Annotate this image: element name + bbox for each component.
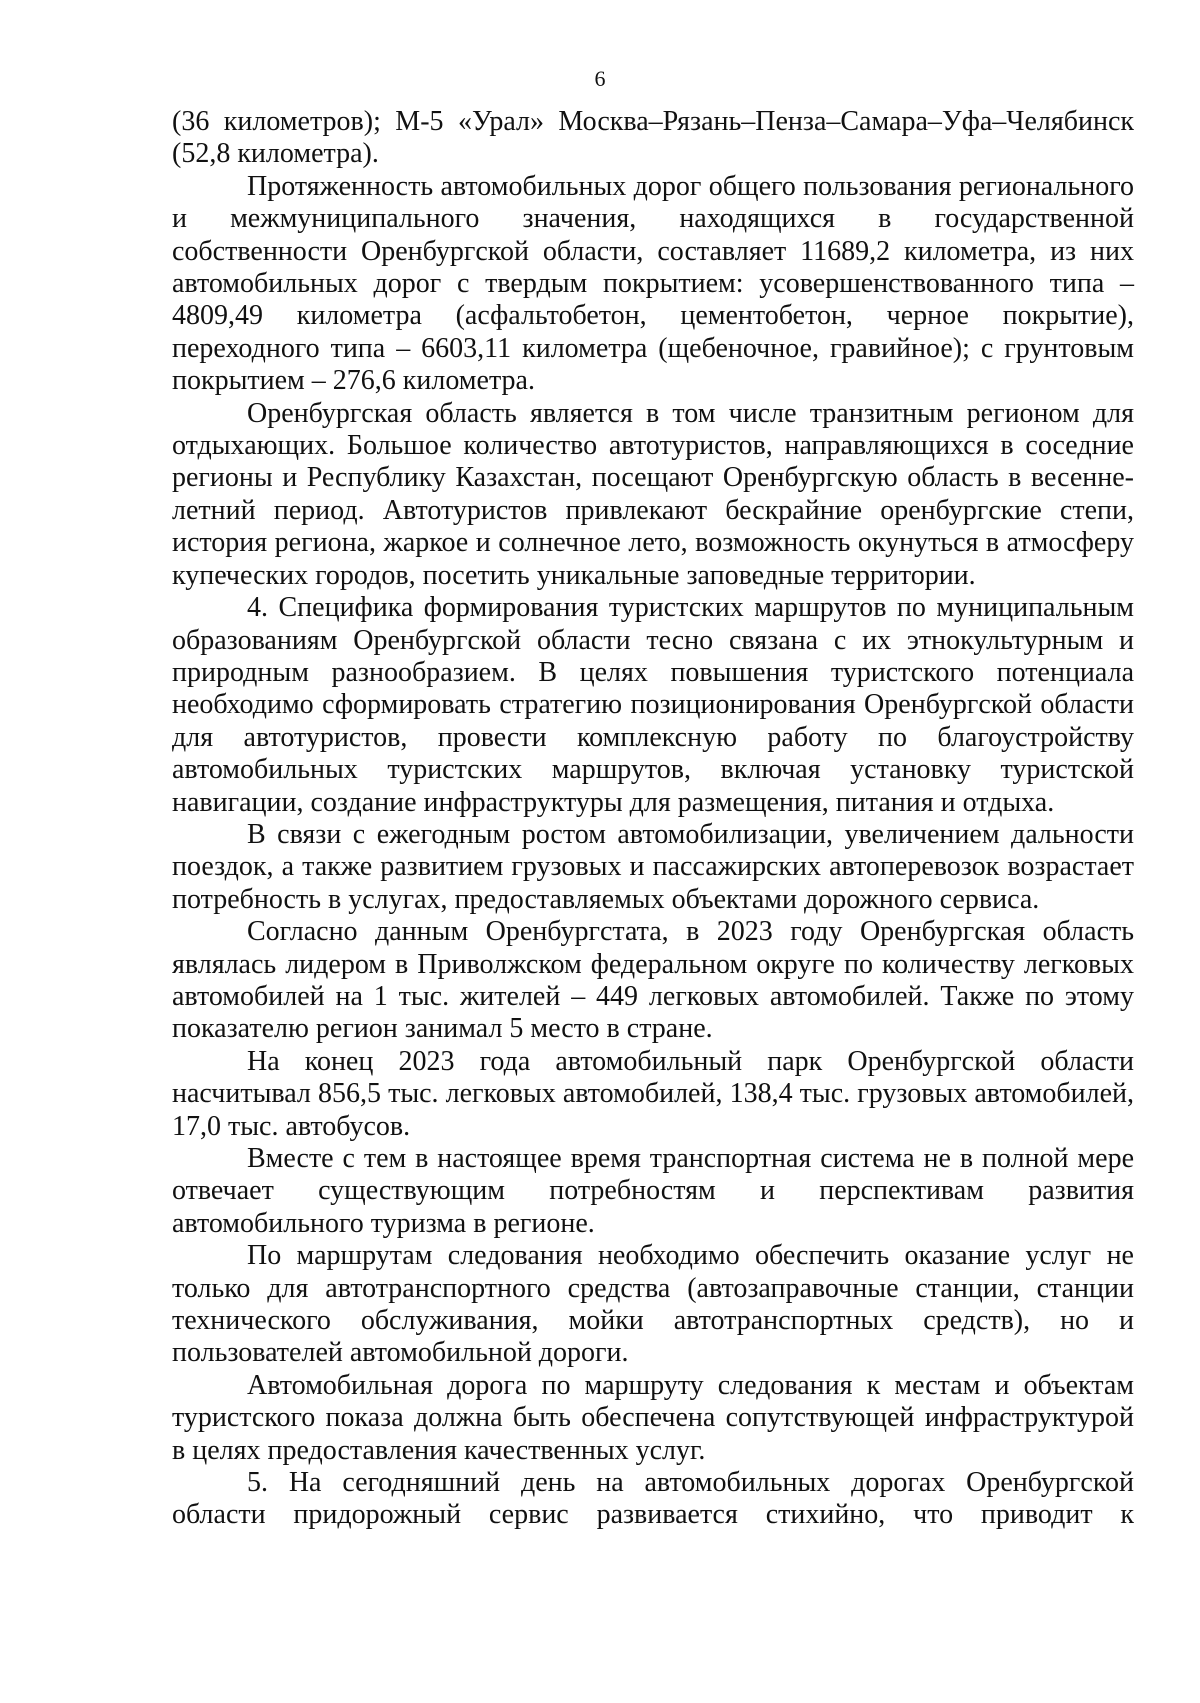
paragraph-9: По маршрутам следования необходимо обеспечить оказание услуг не только для автотранспортного средства (автозаправочные станции, станции технического обслуживания, мойки автотранспортных средств), но и пользователей автомобильной дороги. <box>172 1240 1134 1369</box>
paragraph-3: Оренбургская область является в том числе транзитным регионом для отдыхающих. Большое количество автотуристов, направляющихся в соседние регионы и Республику Казахстан, посещают Оренбургскую область в весенне-летний период. Автотуристов привлекают бескрайние оренбургские степи, история региона, жаркое и солнечное лето, возможность окунуться в атмосферу купеческих городов, посетить уникальные заповедные территории. <box>172 397 1134 591</box>
paragraph-11: 5. На сегодняшний день на автомобильных дорогах Оренбургской области придорожный сервис развивается стихийно, что приводит к <box>172 1467 1134 1531</box>
document-body <box>172 106 1134 1532</box>
paragraph-6: Согласно данным Оренбургстата, в 2023 году Оренбургская область являлась лидером в Приволжском федеральном округе по количеству легковых автомобилей на 1 тыс. жителей – 449 легковых автомобилей. Также по этому показателю регион занимал 5 место в стране. <box>172 916 1134 1045</box>
paragraph-4: 4. Специфика формирования туристских маршрутов по муниципальным образованиям Оренбургской области тесно связана с их этнокультурным и природным разнообразием. В целях повышения туристского потенциала необходимо сформировать стратегию позиционирования Оренбургской области для автотуристов, провести комплексную работу по благоустройству автомобильных туристских маршрутов, включая установку туристской навигации, создание инфраструктуры для размещения, питания и отдыха. <box>172 592 1134 818</box>
paragraph-1: (36 километров); М-5 «Урал» Москва–Рязань–Пенза–Самара–Уфа–Челябинск (52,8 километра). <box>172 106 1134 170</box>
paragraph-2: Протяженность автомобильных дорог общего пользования регионального и межмуниципального значения, находящихся в государственной собственности Оренбургской области, составляет 11689,2 километра, из них автомобильных дорог с твердым покрытием: усовершенствованного типа – 4809,49 километра (асфальтобетон, цементобетон, черное покрытие), переходного типа – 6603,11 километра (щебеночное, гравийное); с грунтовым покрытием – 276,6 километра. <box>172 170 1134 397</box>
paragraph-7: На конец 2023 года автомобильный парк Оренбургской области насчитывал 856,5 тыс. легковых автомобилей, 138,4 тыс. грузовых автомобилей, 17,0 тыс. автобусов. <box>172 1045 1134 1142</box>
paragraph-8: Вместе с тем в настоящее время транспортная система не в полной мере отвечает существующим потребностям и перспективам развития автомобильного туризма в регионе. <box>172 1143 1134 1239</box>
page-number: 6 <box>594 66 606 91</box>
paragraph-5: В связи с ежегодным ростом автомобилизации, увеличением дальности поездок, а также развитием грузовых и пассажирских автоперевозок возрастает потребность в услугах, предоставляемых объектами дорожного сервиса. <box>172 818 1134 915</box>
paragraph-10: Автомобильная дорога по маршруту следования к местам и объектам туристского показа должна быть обеспечена сопутствующей инфраструктурой в целях предоставления качественных услуг. <box>172 1369 1134 1466</box>
